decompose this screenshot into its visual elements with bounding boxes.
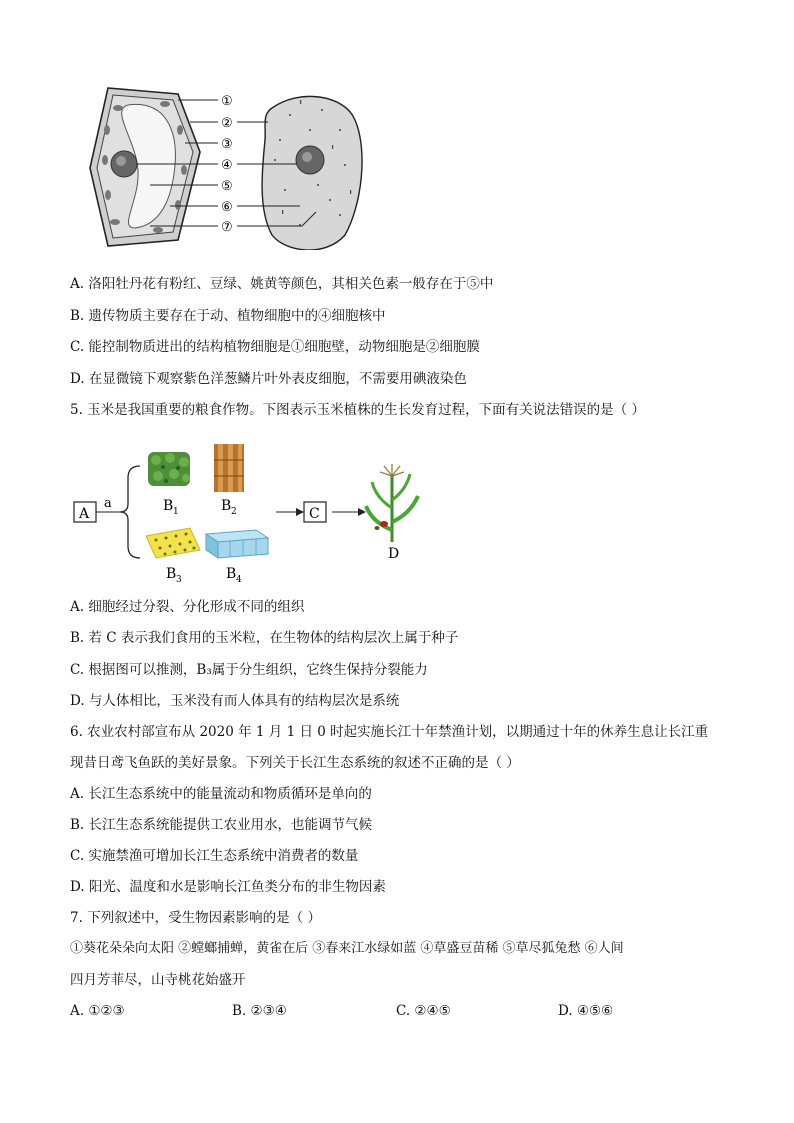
- q7-option-b[interactable]: B. ②③④: [232, 1003, 287, 1019]
- q4-option-a[interactable]: A. 洛阳牡丹花有粉红、豆绿、姚黄等颜色，其相关色素一般存在于⑤中: [70, 276, 494, 292]
- label-7: ⑦: [221, 220, 233, 235]
- b3-label: B: [166, 566, 177, 582]
- q4-option-d[interactable]: D. 在显微镜下观察紫色洋葱鳞片叶外表皮细胞，不需要用碘液染色: [70, 371, 467, 387]
- cell-diagram: [0, 0, 794, 250]
- q6-stem-line2: 现昔日鸢飞鱼跃的美好景象。下列关于长江生态系统的叙述不正确的是（ ）: [70, 755, 520, 771]
- q5-option-a[interactable]: A. 细胞经过分裂、分化形成不同的组织: [70, 599, 305, 615]
- b4-sub: 4: [236, 575, 242, 585]
- tissue-b4: [206, 530, 268, 558]
- tissue-b2: [214, 444, 244, 492]
- q7-stem: 7. 下列叙述中，受生物因素影响的是（ ）: [70, 910, 321, 926]
- b3-sub: 3: [176, 575, 182, 585]
- q6-option-b[interactable]: B. 长江生态系统能提供工农业用水，也能调节气候: [70, 817, 373, 833]
- maize-plant-d: [366, 464, 418, 542]
- tissue-b1: [148, 452, 190, 486]
- maize-diagram: [0, 430, 794, 590]
- b4-label: B: [226, 566, 237, 582]
- q7-option-a[interactable]: A. ①②③: [70, 1003, 125, 1019]
- label-1: ①: [221, 94, 233, 109]
- label-3: ③: [221, 137, 233, 152]
- q7-items-line2: 四月芳菲尽，山寺桃花始盛开: [70, 972, 246, 988]
- tissue-b3: [146, 528, 200, 558]
- box-c-label: C: [309, 506, 320, 522]
- label-6: ⑥: [221, 200, 233, 215]
- b2-sub: 2: [231, 507, 237, 517]
- q6-option-d[interactable]: D. 阳光、温度和水是影响长江鱼类分布的非生物因素: [70, 879, 386, 895]
- q6-stem-line1: 6. 农业农村部宣布从 2020 年 1 月 1 日 0 时起实施长江十年禁渔计划，以期通过十年的休养生息让长江重: [70, 724, 709, 740]
- b2-label: B: [221, 498, 232, 514]
- q4-option-c[interactable]: C. 能控制物质进出的结构植物细胞是①细胞壁，动物细胞是②细胞膜: [70, 339, 480, 355]
- label-2: ②: [221, 116, 233, 131]
- label-4: ④: [221, 158, 233, 173]
- b1-label: B: [163, 498, 174, 514]
- q5-option-b[interactable]: B. 若 C 表示我们食用的玉米粒，在生物体的结构层次上属于种子: [70, 630, 459, 646]
- q5-option-d[interactable]: D. 与人体相比，玉米没有而人体具有的结构层次是系统: [70, 693, 400, 709]
- animal-cell: [237, 96, 362, 250]
- label-5: ⑤: [221, 179, 233, 194]
- box-a-label: A: [79, 506, 90, 522]
- b1-sub: 1: [173, 507, 179, 517]
- q7-option-c[interactable]: C. ②④⑤: [396, 1003, 451, 1019]
- plant-d-label: D: [388, 546, 400, 562]
- q5-stem: 5. 玉米是我国重要的粮食作物。下图表示玉米植株的生长发育过程，下面有关说法错误的是（ ）: [70, 402, 645, 418]
- q6-option-c[interactable]: C. 实施禁渔可增加长江生态系统中消费者的数量: [70, 848, 359, 864]
- q6-option-a[interactable]: A. 长江生态系统中的能量流动和物质循环是单向的: [70, 786, 372, 802]
- q4-option-b[interactable]: B. 遗传物质主要存在于动、植物细胞中的④细胞核中: [70, 308, 386, 324]
- arrow-label-a: a: [104, 496, 112, 511]
- q5-option-c[interactable]: C. 根据图可以推测，B₃属于分生组织，它终生保持分裂能力: [70, 662, 428, 678]
- plant-cell: [90, 88, 218, 246]
- q7-option-d[interactable]: D. ④⑤⑥: [558, 1003, 614, 1019]
- q7-items-line1: ①葵花朵朵向太阳 ②螳螂捕蝉，黄雀在后 ③春来江水绿如蓝 ④草盛豆苗稀 ⑤草尽狐兔愁 ⑥人间: [70, 941, 624, 956]
